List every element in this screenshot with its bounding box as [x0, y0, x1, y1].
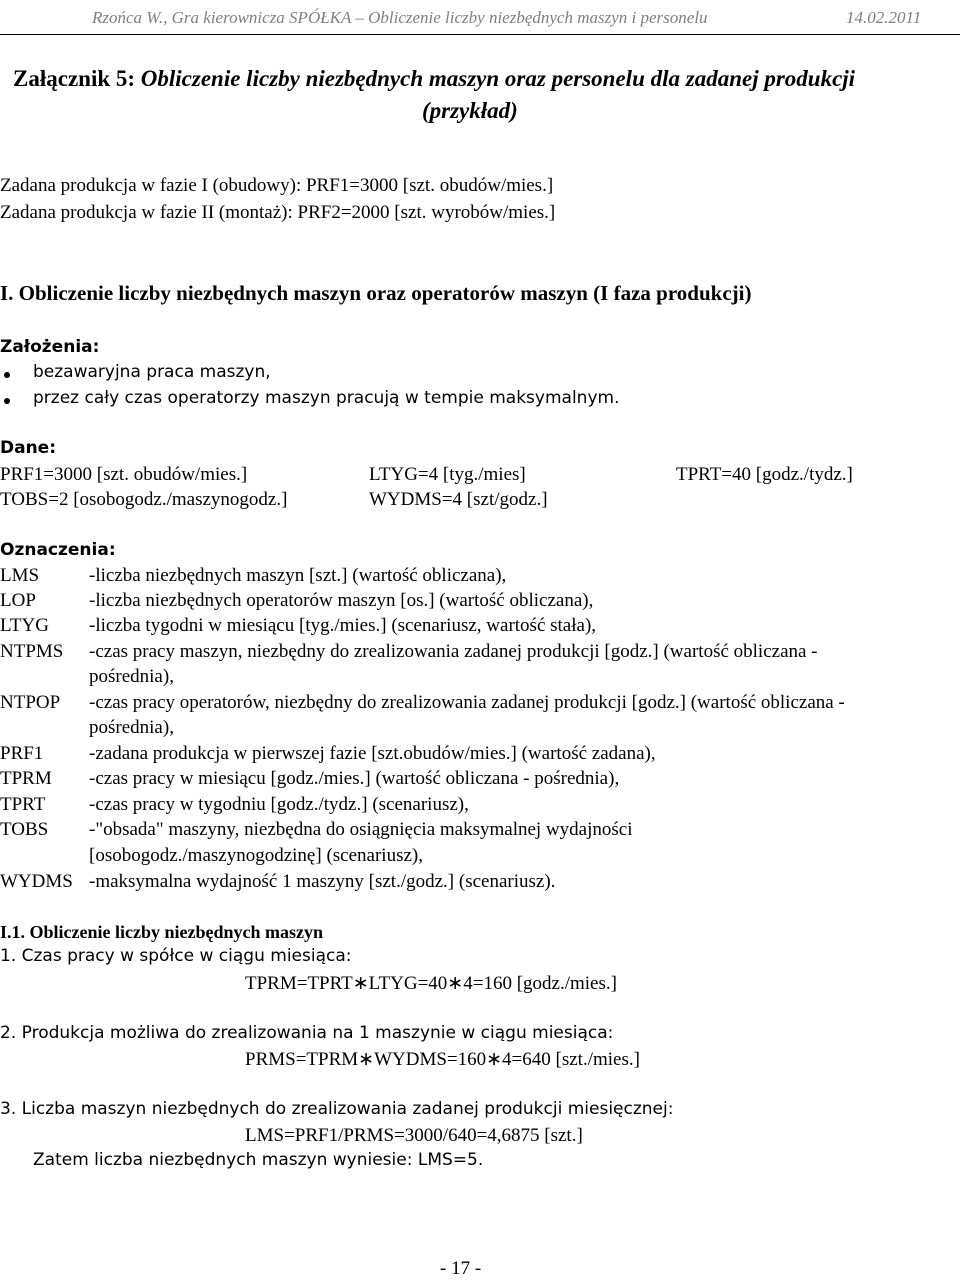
subsection-heading: I.1. Obliczenie liczby niezbędnych maszyn [0, 922, 323, 942]
notation-label: Oznaczenia: [0, 540, 116, 560]
step-1-label: 1. Czas pracy w spółce w ciągu miesiąca: [0, 946, 352, 966]
page-title-line2 [422, 98, 518, 124]
step-3-label: 3. Liczba maszyn niezbędnych do zrealizowania zadanej produkcji miesięcznej: [0, 1099, 674, 1119]
notation-desc-tobs: -"obsada" maszyny, niezbędna do osiągnięcia maksymalnej wydajności [89, 819, 633, 840]
notation-desc-lms: -liczba niezbędnych maszyn [szt.] (wartość obliczana), [89, 565, 507, 586]
notation-sym-wydms: WYDMS [0, 871, 73, 892]
assumptions-label: Założenia: [0, 337, 100, 357]
notation-desc-tobs-cont: [osobogodz./maszynogodzinę] (scenariusz), [89, 845, 423, 866]
page-number: - 17 - [440, 1258, 482, 1279]
header-rule [0, 34, 960, 35]
notation-desc-ntpms: -czas pracy maszyn, niezbędny do zrealizowania zadanej produkcji [godz.] (wartość obliczana - [89, 641, 818, 662]
step-2-formula: PRMS=TPRM∗WYDMS=160∗4=640 [szt./mies.] [245, 1049, 640, 1070]
notation-desc-ntpop: -czas pracy operatorów, niezbędny do zrealizowania zadanej produkcji [godz.] (wartość obliczana - [89, 692, 845, 713]
step-1-formula: TPRM=TPRT∗LTYG=40∗4=160 [godz./mies.] [245, 973, 617, 994]
notation-sym-ntpms: NTPMS [0, 641, 64, 662]
bullet-icon [4, 372, 10, 378]
notation-desc-ltyg: -liczba tygodni w miesiącu [tyg./mies.] (scenariusz, wartość stała), [89, 615, 597, 636]
notation-desc-tprt: -czas pracy w tygodniu [godz./tydz.] (scenariusz), [89, 794, 469, 815]
step-3-formula: LMS=PRF1/PRMS=3000/640=4,6875 [szt.] [245, 1125, 583, 1146]
header-date: 14.02.2011 [846, 8, 922, 27]
notation-desc-ntpms-cont: pośrednia), [89, 666, 174, 687]
data-label: Dane: [0, 438, 57, 458]
data-prf1: PRF1=3000 [szt. obudów/mies.] [0, 464, 248, 485]
page-header [0, 4, 960, 30]
notation-desc-prf1: -zadana produkcja w pierwszej fazie [szt.obudów/mies.] (wartość zadana), [89, 743, 656, 764]
notation-desc-ntpop-cont: pośrednia), [89, 717, 174, 738]
data-tprt: TPRT=40 [godz./tydz.] [676, 464, 853, 485]
conclusion: Zatem liczba niezbędnych maszyn wyniesie: LMS=5. [33, 1150, 484, 1170]
intro-line-1: Zadana produkcja w fazie I (obudowy): PRF1=3000 [szt. obudów/mies.] [0, 175, 554, 196]
data-wydms: WYDMS=4 [szt/godz.] [369, 489, 548, 510]
page-title [13, 66, 855, 92]
notation-desc-tprm: -czas pracy w miesiącu [godz./mies.] (wartość obliczana - pośrednia), [89, 768, 620, 789]
title-italic: Obliczenie liczby niezbędnych maszyn oraz personelu dla zadanej produkcji [140, 66, 856, 91]
notation-sym-prf1: PRF1 [0, 743, 44, 764]
title-prefix: Załącznik 5: [13, 66, 141, 91]
intro-line-2: Zadana produkcja w fazie II (montaż): PRF2=2000 [szt. wyrobów/mies.] [0, 202, 556, 223]
section-heading: I. Obliczenie liczby niezbędnych maszyn oraz operatorów maszyn (I faza produkcji) [0, 281, 752, 305]
notation-sym-ltyg: LTYG [0, 615, 49, 636]
header-citation: Rzońca W., Gra kierownicza SPÓŁKA – Obliczenie liczby niezbędnych maszyn i personelu [92, 8, 708, 27]
assumption-2: przez cały czas operatorzy maszyn pracują w tempie maksymalnym. [33, 388, 620, 408]
notation-desc-lop: -liczba niezbędnych operatorów maszyn [os.] (wartość obliczana), [89, 590, 594, 611]
notation-sym-lop: LOP [0, 590, 36, 611]
notation-sym-tprm: TPRM [0, 768, 52, 789]
title-italic-line2: (przykład) [422, 98, 518, 123]
notation-sym-lms: LMS [0, 565, 40, 586]
data-ltyg: LTYG=4 [tyg./mies] [369, 464, 526, 485]
bullet-icon [4, 398, 10, 404]
notation-desc-wydms: -maksymalna wydajność 1 maszyny [szt./godz.] (scenariusz). [89, 871, 556, 892]
notation-sym-ntpop: NTPOP [0, 692, 61, 713]
notation-sym-tprt: TPRT [0, 794, 46, 815]
assumption-1: bezawaryjna praca maszyn, [33, 362, 271, 382]
notation-sym-tobs: TOBS [0, 819, 49, 840]
data-tobs: TOBS=2 [osobogodz./maszynogodz.] [0, 489, 288, 510]
step-2-label: 2. Produkcja możliwa do zrealizowania na 1 maszynie w ciągu miesiąca: [0, 1023, 614, 1043]
